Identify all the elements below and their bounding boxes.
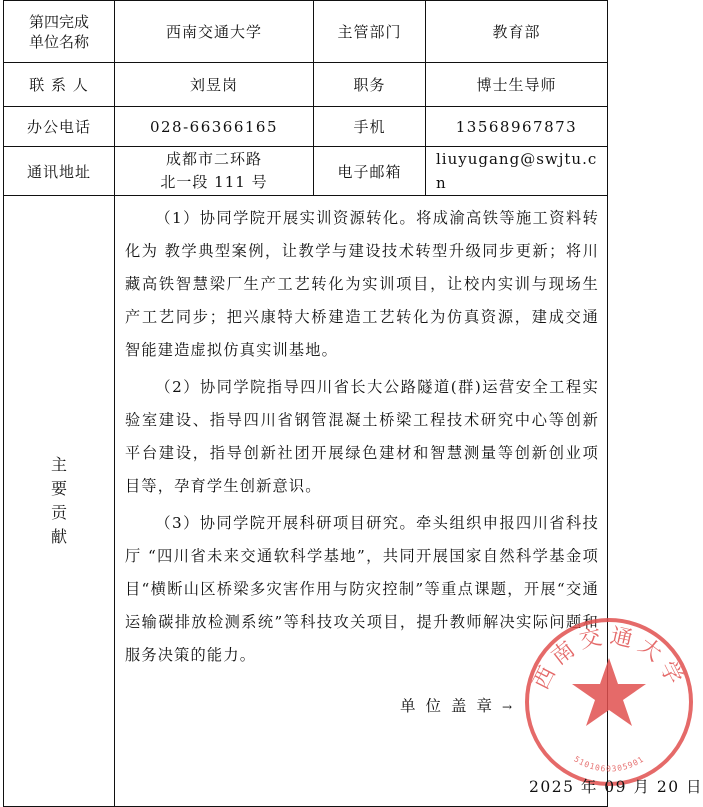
address-line2: 北一段 111 号: [160, 173, 268, 191]
contribution-paragraph-1: （1）协同学院开展实训资源转化。将成渝高铁等施工资料转化为 教学典型案例，让教学与建设技术转型升级同步更新；将川藏高铁智慧梁厂生产工艺转化为实训项目，让校内实训与现场生产工艺同步；把兴康特大桥建造工艺转化为仿真资源，建成交通智能建造虚拟仿真实训基地。: [125, 209, 599, 359]
title-label: 职务: [314, 63, 426, 107]
unit-label-line2: 单位名称: [28, 32, 89, 51]
info-form-table: [3, 0, 703, 807]
seal-graphic: [519, 612, 699, 792]
arrow-icon: →: [502, 700, 513, 714]
dept-label: 主管部门: [314, 1, 426, 63]
seal-label-text: 单位盖章: [400, 697, 503, 715]
phone-label: 办公电话: [4, 107, 115, 147]
unit-name-value: 西南交通大学: [115, 1, 314, 63]
contact-label: 联 系 人: [4, 63, 115, 107]
seal-star-icon: [572, 658, 646, 726]
address-line1: 成都市二环路: [165, 150, 262, 168]
contribution-paragraph-2: （2）协同学院指导四川省长大公路隧道(群)运营安全工程实验室建设、指导四川省钢管混凝土桥梁工程技术研究中心等创新平台建设，指导创新社团开展绿色建材和智慧测量等创新创业项目等，孕育学生创新意识。: [125, 378, 599, 495]
email-value: liuyugang@swjtu.cn: [426, 147, 608, 196]
seal-text: 西南交通大学: [528, 623, 690, 694]
contact-value: 刘昱岗: [115, 63, 314, 107]
address-label: 通讯地址: [4, 147, 115, 196]
address-row: [4, 147, 608, 196]
contribution-row: [4, 196, 608, 807]
email-label: 电子邮箱: [314, 147, 426, 196]
svg-text:5101060305901: [572, 754, 645, 773]
contribution-label-cell: [4, 196, 115, 807]
contribution-content: [115, 196, 703, 807]
unit-label-line1: 第四完成: [28, 12, 89, 31]
dept-value: 教育部: [426, 1, 608, 63]
seal-number: 5101060305901: [572, 754, 646, 774]
unit-label-cell: [4, 1, 115, 63]
signature-date: 2025 年 09 月 20 日: [529, 778, 703, 796]
contribution-label: 主要贡献: [50, 455, 67, 546]
phone-row: [4, 107, 608, 147]
official-seal: [519, 612, 699, 792]
address-value: [115, 147, 314, 196]
unit-row: [4, 1, 608, 63]
mobile-label: 手机: [314, 107, 426, 147]
title-value: 博士生导师: [426, 63, 608, 107]
seal-label: [400, 694, 512, 716]
mobile-value: 13568967873: [426, 107, 608, 147]
phone-value: 028-66366165: [115, 107, 314, 147]
unit-label: [4, 12, 114, 52]
contribution-paragraph-3: （3）协同学院开展科研项目研究。牵头组织申报四川省科技厅 “四川省未来交通软科学基地”，共同开展国家自然科学基金项 目“横断山区桥梁多灾害作用与防灾控制”等重点课题，开展“交通运输碳排放检测系统”等科技攻关项目，提升教师解决实际问题和服务决策的能力。: [125, 514, 599, 664]
contact-row: [4, 63, 608, 107]
